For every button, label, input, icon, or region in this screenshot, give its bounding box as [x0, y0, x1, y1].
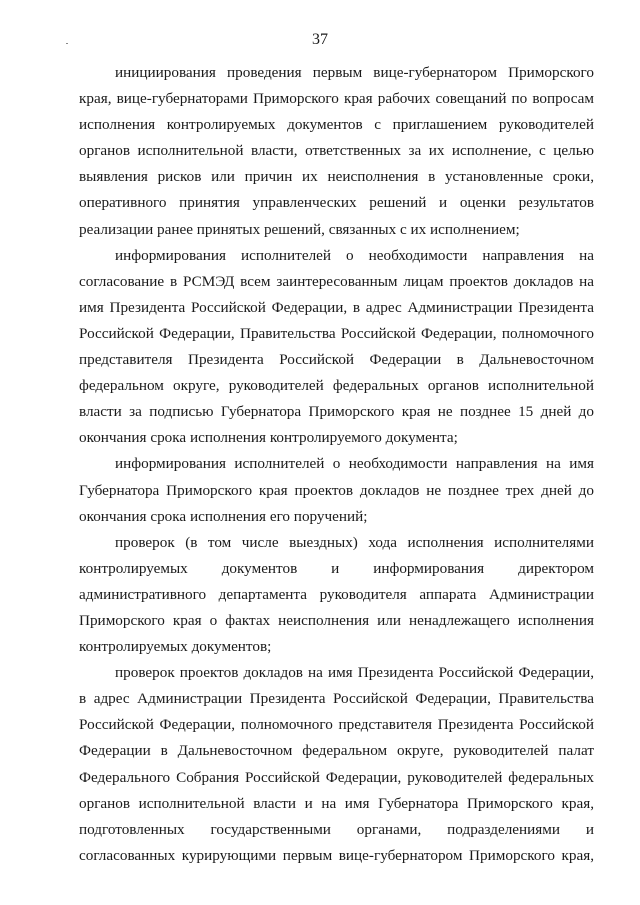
- paragraph-inform-rsmed-approval: информирования исполнителей о необходимости направления на согласование в РСМЭД всем заинтересованным лицам проектов докладов на имя Президента Российской Федерации, в адрес Администрации Президента Российской Федерации, Правительства Российской Федерации, полномочного представителя Президента Российской Федерации в Дальневосточном федеральном округе, руководителей федеральных органов исполнительной власти за подписью Губернатора Приморского края не позднее 15 дней до окончания срока исполнения контролируемого документа;: [79, 246, 594, 447]
- paragraph-inspections: проверок (в том числе выездных) хода исполнения исполнителями контролируемых документов и информирования директором административного департамента руководителя аппарата Администрации Приморского края о фактах неисполнения или ненадлежащего исполнения контролируемых документов;: [79, 533, 594, 656]
- body-text: [79, 60, 594, 869]
- paragraph-draft-reports-checks: проверок проектов докладов на имя Президента Российской Федерации, в адрес Администрации Президента Российской Федерации, Правительства Российской Федерации, полномочного представителя Президента Российской Федерации в Дальневосточном федеральном округе, руководителей палат Федерального Собрания Российской Федерации, руководителей федеральных органов исполнительной власти и на имя Губернатора Приморского края, подготовленных государственными органами, подразделениями и согласованных курирующими первым вице-губернатором Приморского края,: [79, 664, 594, 864]
- paragraph-inform-governor-drafts: информирования исполнителей о необходимости направления на имя Губернатора Приморского края проектов докладов не позднее трех дней до окончания срока исполнения его поручений;: [79, 455, 594, 525]
- paragraph-initiation-meetings: инициирования проведения первым вице-губернатором Приморского края, вице-губернаторами Приморского края рабочих совещаний по вопросам исполнения контролируемых документов с приглашением руководителей органов исполнительной власти, ответственных за их исполнение, с целью выявления рисков или причин их неисполнения в установленные сроки, оперативного принятия управленческих решений и оценки результатов реализации ранее принятых решений, связанных с их исполнением;: [79, 64, 594, 238]
- scan-speck: [66, 43, 68, 44]
- page-number: 37: [312, 31, 328, 48]
